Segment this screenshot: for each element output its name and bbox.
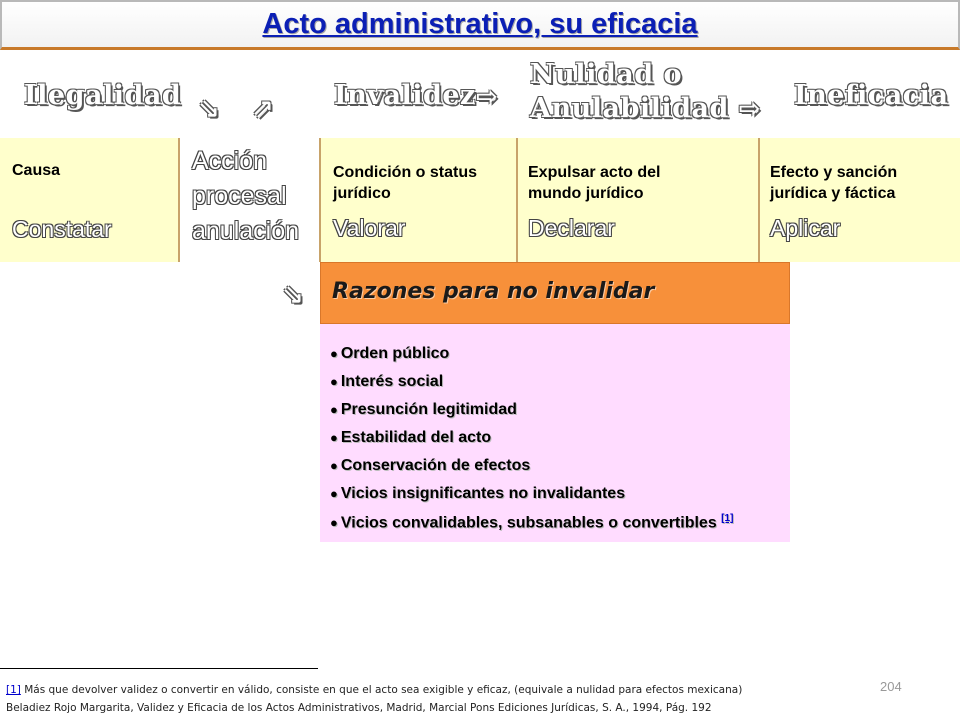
header-nulidad-line1: Nulidad o [530,59,682,90]
page-number: 204 [880,679,902,694]
footnote-line2: Beladiez Rojo Margarita, Validez y Eficacia de los Actos Administrativos, Madrid, Marcial Pons Ediciones Jurídicas, S. A., 1994, Pág. 192 [6,702,712,714]
arrow-right-icon: ⇨ [738,94,762,124]
bullet-icon: ● [330,374,338,389]
list-item [330,373,443,391]
list-item-text: Estabilidad del acto [340,429,492,446]
list-item [330,457,530,475]
list-item [330,513,733,532]
bullet-icon: ● [330,346,338,361]
efecto-verb: Aplicar [770,215,841,241]
list-item-text: Orden público [340,345,450,362]
cell-expulsar [518,138,760,262]
bullet-icon: ● [330,430,338,445]
efecto-text [770,162,897,204]
cell-efecto [760,138,960,262]
accion-text [192,144,299,249]
arrow-up-right-icon: ⇗ [252,94,274,124]
header-nulidad-line2-wrap [530,92,761,126]
header-ineficacia: Ineficacia [794,80,949,111]
accion-line2: procesal [192,182,287,210]
causa-label: Causa [12,162,61,179]
bullet-icon: ● [330,402,338,417]
slide-title: Acto administrativo, su eficacia [262,8,698,40]
arrow-down-right-icon: ⇘ [282,280,304,310]
condicion-verb: Valorar [333,215,406,241]
list-item [330,429,491,447]
cell-condicion [321,138,518,262]
razones-heading: Razones para no invalidar [332,279,655,304]
bullet-icon: ● [330,486,338,501]
header-ilegalidad: Ilegalidad [24,80,182,111]
arrow-down-right-icon: ⇘ [198,94,220,124]
accion-line1: Acción [192,147,268,175]
condicion-text [333,162,477,204]
expulsar-line2: mundo jurídico [528,185,644,202]
expulsar-verb: Declarar [528,215,615,241]
causa-verb: Constatar [12,216,112,242]
header-nulidad [530,58,761,126]
efecto-line2: jurídica y fáctica [770,185,896,202]
bullet-icon: ● [330,515,338,531]
footnote-separator [0,668,318,669]
expulsar-text [528,162,661,204]
list-item [330,345,449,363]
list-item-text: Vicios insignificantes no invalidantes [340,485,626,502]
footnote-ref-link[interactable]: [1] [6,684,21,696]
efecto-line1: Efecto y sanción [770,164,898,181]
list-item [330,485,625,503]
cell-accion [182,138,318,262]
list-item-text: Interés social [340,373,444,390]
condicion-line2: jurídico [333,185,391,202]
header-invalidez: Invalidez [334,80,476,111]
footnote-text: Más que devolver validez o convertir en válido, consiste en que el acto sea exigible y eficaz, (equivale a nulidad para efectos mexicana) [20,684,743,696]
list-item-text: Vicios convalidables, subsanables o convertibles [340,514,717,532]
condicion-line1: Condición o status [333,164,477,181]
header-nulidad-line2: Anulabilidad [530,93,729,124]
expulsar-line1: Expulsar acto del [528,164,661,181]
cell-causa [0,138,180,262]
list-item-text: Conservación de efectos [340,457,531,474]
footnote-ref-link[interactable]: [1] [721,513,734,524]
list-item [330,401,517,419]
arrow-right-icon: ⇨ [476,82,498,112]
list-item-text: Presunción legitimidad [340,401,517,418]
accion-line3: anulación [192,217,300,245]
footnote-line1 [6,684,742,696]
bullet-icon: ● [330,458,338,473]
